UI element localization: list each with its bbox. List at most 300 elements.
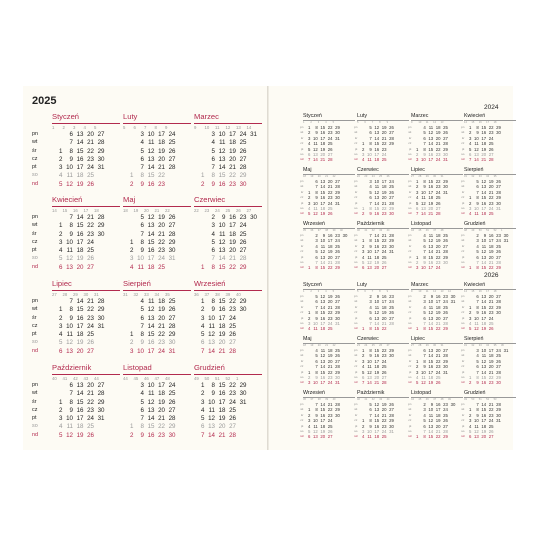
mini-month-name: Czerwiec: [357, 336, 409, 344]
day-number: 4: [140, 139, 144, 147]
week-number: 25: [225, 208, 231, 213]
mini-day-number: 22: [381, 141, 387, 147]
mini-day-number: 7: [315, 184, 318, 190]
day-number: 2: [211, 214, 215, 221]
mini-month-name: Październik: [357, 390, 409, 398]
mini-weekday-label: so: [300, 151, 304, 156]
mini-day-number: 1: [362, 418, 365, 424]
week-number: 45: [133, 376, 139, 381]
mini-day-number: 29: [443, 326, 448, 332]
mini-day-number: 13: [313, 151, 318, 157]
mini-day-number: 17: [374, 358, 380, 364]
day-number: 21: [229, 255, 236, 263]
day-number: 1: [130, 331, 134, 339]
mini-day-number: 8: [369, 348, 372, 353]
mini-day-number: 5: [308, 211, 311, 217]
mini-week-number: 21: [325, 175, 329, 178]
day-number: 6: [140, 314, 144, 322]
day-number: 8: [211, 263, 215, 271]
mini-day-number: 13: [313, 434, 318, 440]
month-name: Kwiecień: [52, 195, 120, 207]
mini-day-number: 5: [476, 358, 479, 364]
mini-week-number: 37: [317, 229, 321, 232]
mini-day-number: 26: [443, 238, 448, 244]
mini-day-number: 19: [435, 310, 441, 316]
mini-month-name: Marzec: [411, 113, 463, 121]
day-number: 31: [250, 131, 257, 138]
day-number: 25: [229, 322, 236, 330]
day-number: 15: [147, 331, 155, 339]
mini-weekday-label: nd: [354, 211, 358, 216]
mini-day-number: 7: [315, 364, 318, 370]
mini-day-number: 26: [488, 326, 494, 332]
mini-day-number: 23: [488, 130, 494, 136]
mini-day-number: 20: [488, 364, 494, 370]
mini-week-number: 27: [386, 344, 390, 347]
mini-week-number: 43: [379, 229, 383, 232]
mini-day-number: 19: [327, 249, 333, 255]
mini-day-number: 26: [389, 125, 394, 130]
mini-day-number: 30: [443, 151, 448, 157]
mini-day-number: 17: [481, 135, 487, 141]
day-number: 16: [76, 155, 84, 163]
mini-day-number: 6: [416, 205, 419, 211]
mini-week-number: 36: [310, 229, 314, 232]
day-number: 20: [158, 406, 165, 414]
mini-day-number: 26: [488, 428, 494, 434]
mini-day-number: 5: [423, 418, 426, 424]
mini-day-row: [354, 434, 412, 440]
mini-day-number: 21: [481, 157, 487, 163]
day-number: 31: [97, 164, 105, 172]
mini-day-number: 4: [362, 434, 365, 440]
mini-day-number: 12: [374, 189, 380, 195]
month-block: [52, 279, 120, 356]
mini-day-number: 14: [320, 184, 326, 190]
mini-week-number: 35: [493, 344, 497, 347]
mini-day-number: 27: [443, 243, 448, 249]
mini-day-number: 15: [481, 374, 487, 380]
mini-day-row: [300, 434, 358, 440]
weekday-label: śr: [32, 147, 37, 154]
week-number: 31: [94, 292, 99, 297]
mini-day-number: 20: [327, 358, 333, 364]
day-number: 13: [218, 155, 226, 163]
mini-day-number: 13: [474, 434, 479, 440]
mini-day-number: 9: [430, 294, 434, 299]
month-block: [52, 112, 120, 189]
mini-day-number: 18: [435, 125, 441, 130]
day-number: 8: [69, 306, 73, 314]
mini-day-number: 20: [381, 130, 387, 136]
mini-day-number: 18: [428, 374, 434, 380]
mini-day-number: 23: [381, 146, 387, 152]
day-row: [52, 148, 120, 156]
mini-day-number: 23: [488, 200, 494, 206]
weekday-label: wt: [32, 222, 38, 229]
mini-day-number: 13: [421, 205, 426, 211]
mini-day-number: 7: [423, 141, 426, 147]
mini-day-number: 27: [335, 179, 340, 184]
mini-weekday-label: pn: [461, 294, 465, 298]
mini-day-number: 6: [423, 315, 426, 321]
mini-day-number: 11: [367, 364, 372, 370]
week-number: 46: [144, 376, 149, 381]
mini-day-number: 11: [428, 233, 434, 238]
mini-day-number: 16: [327, 233, 333, 238]
mini-day-number: 21: [327, 304, 333, 310]
day-number: 4: [211, 230, 215, 238]
mini-day-number: 31: [335, 320, 340, 326]
mini-day-number: 3: [308, 320, 311, 326]
mini-day-number: 25: [496, 353, 501, 359]
mini-day-number: 12: [374, 402, 380, 407]
day-number: 25: [158, 263, 165, 271]
day-number: 19: [158, 398, 165, 406]
mini-day-number: 28: [389, 200, 394, 206]
mini-day-number: 19: [381, 402, 387, 407]
day-number: 19: [76, 255, 84, 263]
mini-month-block: [461, 336, 516, 386]
mini-day-number: 27: [389, 315, 394, 321]
mini-day-number: 5: [416, 200, 419, 206]
mini-weekday-label: pt: [300, 200, 304, 205]
mini-day-number: 11: [421, 195, 426, 201]
day-number: 20: [158, 155, 165, 163]
mini-day-number: 19: [435, 130, 441, 136]
day-number: 11: [219, 230, 226, 238]
mini-weekday-label: nd: [461, 326, 465, 331]
mini-day-number: 14: [374, 200, 380, 206]
mini-day-number: 14: [428, 320, 434, 326]
day-number: 26: [229, 415, 236, 423]
mini-day-number: 8: [423, 358, 426, 364]
day-number: 6: [59, 347, 63, 355]
day-number: 30: [168, 247, 176, 255]
mini-month-name: Wrzesień: [303, 221, 355, 229]
day-number: 7: [140, 322, 144, 330]
mini-weekday-label: nd: [300, 380, 304, 385]
day-number: 16: [147, 431, 155, 439]
mini-day-row: [408, 211, 463, 217]
week-number: 22: [194, 208, 199, 213]
weekday-label: so: [32, 255, 38, 262]
day-number: 27: [97, 382, 105, 389]
mini-day-number: 7: [416, 211, 419, 217]
day-number: 7: [140, 164, 144, 172]
mini-day-number: 15: [320, 189, 326, 195]
day-number: 19: [218, 331, 226, 339]
mini-month-block: [300, 336, 358, 386]
week-number: 6: [133, 125, 136, 130]
mini-day-number: 28: [443, 249, 448, 255]
day-number: 21: [158, 164, 165, 172]
mini-day-number: 26: [327, 211, 333, 217]
mini-weekday-label: nd: [461, 434, 465, 439]
mini-day-number: 12: [474, 326, 479, 332]
mini-day-number: 27: [435, 205, 441, 211]
mini-month-name: Czerwiec: [357, 167, 409, 175]
mini-day-number: 16: [320, 195, 326, 201]
mini-day-number: 7: [315, 304, 318, 310]
mini-day-number: 7: [423, 428, 426, 434]
week-number: 12: [225, 125, 231, 130]
mini-weekday-label: śr: [354, 412, 358, 417]
mini-day-number: 7: [369, 412, 372, 418]
day-number: 11: [66, 423, 73, 431]
mini-day-number: 20: [435, 423, 441, 429]
mini-day-number: 27: [327, 434, 333, 440]
mini-week-number: 44: [386, 398, 390, 401]
mini-day-number: 22: [381, 205, 387, 211]
day-number: 4: [59, 331, 63, 339]
mini-weekday-label: wt: [354, 130, 358, 135]
day-number: 13: [147, 406, 155, 414]
day-row: [52, 382, 120, 390]
mini-day-number: 17: [488, 348, 494, 353]
day-number: 26: [168, 214, 176, 221]
mini-day-number: 24: [443, 407, 448, 413]
mini-weekday-label: cz: [461, 249, 465, 254]
mini-day-number: 29: [443, 434, 448, 440]
mini-day-number: 9: [369, 423, 372, 429]
mini-day-number: 23: [496, 233, 501, 238]
day-row: [194, 339, 262, 347]
mini-day-number: 30: [450, 294, 456, 299]
weekday-label: cz: [32, 322, 38, 329]
mini-weekday-label: cz: [354, 249, 358, 254]
mini-weekday-label: so: [300, 320, 304, 325]
day-row: [194, 156, 262, 164]
week-number: 40: [236, 292, 241, 297]
day-number: 27: [239, 155, 247, 163]
mini-day-number: 1: [469, 125, 472, 130]
day-number: 5: [59, 180, 63, 188]
day-row: [194, 264, 262, 272]
mini-day-number: 22: [488, 125, 494, 130]
mini-week-number: 14: [464, 290, 467, 293]
mini-weekday-label: nd: [300, 265, 304, 270]
day-number: 6: [201, 339, 205, 347]
mini-day-number: 24: [327, 418, 333, 424]
day-row: [52, 399, 120, 407]
mini-day-number: 11: [367, 434, 372, 440]
day-number: 20: [87, 382, 94, 389]
year-2026-title: 2026: [484, 272, 499, 279]
mini-week-number: 38: [325, 229, 329, 232]
mini-day-number: 4: [476, 353, 479, 359]
mini-weekday-label: nd: [354, 265, 358, 270]
mini-month-name: Wrzesień: [303, 390, 355, 398]
mini-day-number: 20: [435, 348, 441, 353]
week-number: 17: [83, 208, 89, 213]
mini-week-number: 27: [411, 175, 414, 178]
day-number: 18: [218, 322, 226, 330]
mini-day-number: 26: [443, 418, 448, 424]
weekday-label: cz: [32, 238, 38, 245]
mini-day-number: 16: [320, 315, 326, 321]
mini-weekday-label: so: [408, 374, 412, 379]
mini-month-name: Sierpień: [464, 167, 516, 175]
day-number: 25: [239, 230, 247, 238]
day-number: 20: [158, 222, 165, 230]
mini-month-block: [461, 221, 516, 271]
mini-day-number: 24: [381, 428, 387, 434]
mini-day-number: 20: [488, 294, 494, 299]
mini-weekday-label: pt: [408, 200, 412, 205]
mini-month-block: [354, 282, 412, 332]
day-number: 10: [147, 382, 155, 389]
mini-weekday-label: pn: [354, 294, 358, 298]
mini-day-number: 4: [362, 364, 365, 370]
mini-day-number: 24: [389, 179, 394, 184]
mini-week-number: 8: [379, 121, 381, 124]
day-row: [123, 348, 191, 356]
day-row: [123, 239, 191, 247]
mini-day-number: 15: [374, 238, 380, 244]
mini-day-number: 23: [327, 374, 333, 380]
day-number: 23: [158, 431, 165, 439]
mini-day-number: 22: [488, 195, 494, 201]
day-row: [52, 181, 120, 189]
day-number: 5: [59, 431, 63, 439]
day-number: 22: [87, 306, 94, 314]
mini-day-number: 2: [469, 130, 472, 136]
mini-day-number: 19: [428, 380, 434, 386]
day-row: [123, 323, 191, 331]
mini-week-number: 40: [357, 398, 360, 401]
day-number: 6: [201, 423, 205, 431]
mini-weekday-label: pn: [354, 233, 358, 237]
mini-day-number: 20: [381, 195, 387, 201]
mini-day-number: 24: [435, 265, 441, 271]
day-number: 5: [59, 255, 63, 263]
day-number: 29: [97, 398, 105, 406]
day-number: 29: [239, 263, 247, 271]
mini-day-number: 15: [428, 326, 434, 332]
mini-day-number: 2: [308, 374, 311, 380]
day-number: 25: [87, 331, 94, 339]
mini-weekday-label: pn: [300, 294, 304, 298]
day-number: 22: [229, 382, 236, 389]
mini-day-number: 11: [367, 157, 372, 163]
mini-weekday-label: cz: [408, 418, 412, 423]
mini-month-name: Maj: [303, 336, 355, 344]
mini-week-number: 40: [357, 229, 360, 232]
mini-day-number: 30: [335, 315, 340, 321]
mini-day-number: 6: [315, 358, 318, 364]
mini-week-number: 22: [357, 175, 360, 178]
mini-day-number: 23: [435, 151, 441, 157]
mini-weekday-label: pn: [408, 348, 412, 352]
mini-day-number: 18: [374, 157, 380, 163]
mini-day-number: 2: [476, 233, 479, 238]
mini-day-number: 25: [488, 320, 494, 326]
day-number: 29: [168, 331, 176, 339]
mini-day-number: 23: [327, 195, 333, 201]
mini-day-number: 21: [488, 369, 494, 375]
mini-day-number: 4: [469, 211, 472, 217]
mini-day-row: [408, 434, 463, 440]
mini-day-number: 1: [308, 310, 311, 316]
mini-day-number: 26: [496, 179, 501, 184]
mini-week-number: 48: [440, 229, 444, 232]
day-row: [194, 323, 262, 331]
mini-day-number: 2: [362, 243, 365, 249]
mini-week-number: 39: [332, 229, 336, 232]
day-row: [194, 231, 262, 239]
mini-day-number: 27: [381, 374, 387, 380]
day-number: 15: [147, 238, 155, 246]
month-name: Październik: [52, 363, 120, 375]
mini-day-number: 10: [313, 418, 318, 424]
day-row: [123, 390, 191, 398]
week-number: 15: [62, 208, 68, 213]
mini-weekday-label: cz: [300, 249, 304, 254]
mini-day-number: 11: [374, 304, 380, 310]
mini-day-number: 17: [320, 320, 326, 326]
mini-weekday-label: pt: [408, 423, 412, 428]
day-number: 6: [211, 155, 215, 163]
mini-day-number: 17: [428, 157, 434, 163]
mini-weekday-label: so: [354, 428, 358, 433]
day-number: 1: [130, 172, 134, 180]
mini-day-number: 3: [362, 428, 365, 434]
day-number: 11: [148, 298, 155, 305]
day-number: 16: [147, 247, 155, 255]
mini-weekday-label: wt: [408, 407, 412, 412]
day-number: 1: [59, 398, 63, 406]
week-number: 47: [154, 376, 160, 381]
mini-week-number: 51: [478, 398, 482, 401]
mini-day-number: 17: [374, 249, 380, 255]
mini-day-number: 29: [496, 304, 501, 310]
mini-weekday-label: so: [408, 259, 412, 264]
mini-day-number: 10: [474, 135, 479, 141]
mini-day-number: 9: [315, 315, 318, 321]
mini-day-number: 15: [481, 195, 487, 201]
mini-month-block: [300, 167, 358, 217]
mini-day-number: 28: [389, 233, 394, 238]
day-number: 8: [69, 147, 73, 155]
week-number: 21: [154, 208, 160, 213]
mini-day-number: 26: [389, 402, 394, 407]
mini-weekday-label: śr: [300, 304, 304, 309]
day-number: 19: [76, 180, 84, 188]
mini-week-number: 3: [317, 290, 320, 293]
mini-week-number: 20: [317, 344, 321, 347]
day-row: [123, 148, 191, 156]
mini-weekday-label: cz: [354, 418, 358, 423]
mini-day-number: 20: [327, 299, 333, 305]
mini-day-number: 6: [423, 135, 426, 141]
mini-week-number: 11: [425, 121, 429, 124]
day-row: [194, 348, 262, 356]
mini-day-number: 4: [315, 348, 318, 353]
mini-day-number: 7: [369, 233, 372, 238]
day-row: [52, 390, 120, 398]
day-number: 2: [201, 390, 205, 398]
mini-day-number: 15: [320, 369, 326, 375]
mini-day-number: 23: [335, 233, 340, 238]
mini-day-number: 19: [481, 146, 487, 152]
mini-month-block: [408, 336, 463, 386]
mini-day-number: 30: [450, 402, 456, 407]
day-number: 21: [87, 139, 94, 147]
mini-day-number: 9: [423, 364, 426, 370]
mini-day-number: 3: [416, 189, 419, 195]
mini-day-number: 15: [320, 125, 326, 130]
